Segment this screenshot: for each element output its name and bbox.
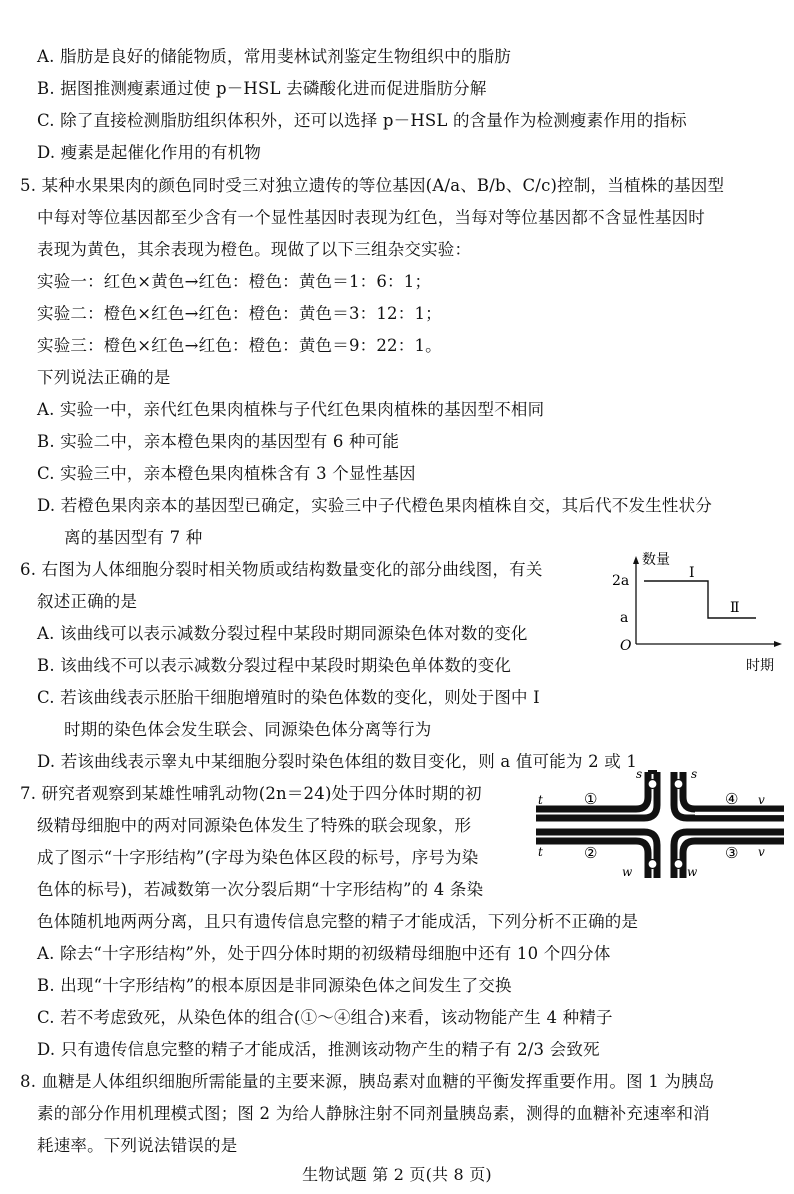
q5-experiment-1: 实验一：红色×黄色→红色：橙色：黄色＝1：6：1； (37, 272, 432, 291)
q6-stem-line2: 叙述正确的是 (37, 592, 138, 611)
q7-stem-line2: 级精母细胞中的两对同源染色体发生了特殊的联会现象，形 (37, 816, 472, 835)
graph-phase-2: Ⅱ (730, 600, 740, 616)
q6-graph (596, 540, 794, 680)
graph-tick-a: a (620, 610, 629, 626)
graph-y-label: 数量 (642, 552, 670, 568)
graph-tick-2a: 2a (612, 573, 630, 589)
graph-phase-1: Ⅰ (689, 565, 695, 581)
q5-experiment-3: 实验三：橙色×红色→红色：橙色：黄色＝9：22：1。 (37, 336, 442, 355)
q7-option-b: B. 出现“十字形结构”的根本原因是非同源染色体之间发生了交换 (37, 976, 512, 995)
centromere-2 (648, 860, 657, 869)
q6-option-a: A. 该曲线可以表示减数分裂过程中某段时期同源染色体对数的变化 (37, 624, 528, 643)
label-v-bottom: v (758, 845, 765, 859)
q5-stem-line2: 中每对等位基因都至少含有一个显性基因时表现为红色，当每对等位基因都不含显性基因时 (37, 208, 705, 227)
q6-option-d: D. 若该曲线表示睾丸中某细胞分裂时染色体组的数目变化，则 a 值可能为 2 或 1 (37, 752, 638, 771)
q5-option-b: B. 实验二中，亲本橙色果肉的基因型有 6 种可能 (37, 432, 400, 451)
label-chromosome-2: ② (584, 844, 598, 862)
q5-option-a: A. 实验一中，亲代红色果肉植株与子代红色果肉植株的基因型不相同 (37, 400, 545, 419)
q7-stem-line4: 色体的标号)，若减数第一次分裂后期“十字形结构”的 4 条染 (37, 880, 484, 899)
q7-stem-line5: 色体随机地两两分离，且只有遗传信息完整的精子才能成活，下列分析不正确的是 (37, 912, 639, 931)
label-s-right: s (691, 768, 698, 781)
q4-option-d: D. 瘦素是起催化作用的有机物 (37, 143, 262, 162)
q5-stem-line1: 5. 某种水果果肉的颜色同时受三对独立遗传的等位基因(A/a、B/b、C/c)控制，当植株的基因型 (20, 176, 725, 195)
label-t-bottom: t (538, 845, 543, 859)
page-footer: 生物试题 第 2 页(共 8 页) (302, 1165, 492, 1184)
label-chromosome-4: ④ (725, 790, 739, 808)
q5-option-c: C. 实验三中，亲本橙色果肉植株含有 3 个显性基因 (37, 464, 416, 483)
q7-stem-line1: 7. 研究者观察到某雄性哺乳动物(2n＝24)处于四分体时期的初 (20, 784, 482, 803)
q8-stem-line2: 素的部分作用机理模式图；图 2 为给人静脉注射不同剂量胰岛素，测得的血糖补充速率和消 (37, 1104, 710, 1123)
q5-option-d-line2: 离的基因型有 7 种 (64, 528, 203, 547)
label-w-left: w (622, 865, 633, 879)
q6-option-c-line2: 时期的染色体会发生联会、同源染色体分离等行为 (64, 720, 432, 739)
q7-cross-structure-diagram (536, 768, 786, 886)
centromere-1 (648, 780, 657, 789)
graph-x-label: 时期 (746, 658, 774, 674)
q7-option-d: D. 只有遗传信息完整的精子才能成活，推测该动物产生的精子有 2/3 会致死 (37, 1040, 600, 1059)
q5-option-d-line1: D. 若橙色果肉亲本的基因型已确定，实验三中子代橙色果肉植株自交，其后代不发生性状分 (37, 496, 713, 515)
centromere-3 (674, 860, 683, 869)
q8-stem-line1: 8. 血糖是人体组织细胞所需能量的主要来源，胰岛素对血糖的平衡发挥重要作用。图 1 为胰岛 (20, 1072, 715, 1091)
label-v-top: v (758, 793, 765, 807)
label-w-right: w (687, 865, 698, 879)
q8-stem-line3: 耗速率。下列说法错误的是 (37, 1136, 238, 1155)
q7-option-a: A. 除去“十字形结构”外，处于四分体时期的初级精母细胞中还有 10 个四分体 (37, 944, 611, 963)
q6-stem-line1: 6. 右图为人体细胞分裂时相关物质或结构数量变化的部分曲线图，有关 (20, 560, 543, 579)
label-s-left: s (636, 768, 643, 781)
graph-origin: O (620, 638, 632, 654)
y-axis-arrow (633, 556, 639, 564)
q6-option-b: B. 该曲线不可以表示减数分裂过程中某段时期染色单体数的变化 (37, 656, 512, 675)
q4-option-c: C. 除了直接检测脂肪组织体积外，还可以选择 p－HSL 的含量作为检测瘦素作用的指标 (37, 111, 687, 130)
q4-option-a: A. 脂肪是良好的储能物质，常用斐林试剂鉴定生物组织中的脂肪 (37, 47, 511, 66)
q7-option-c: C. 若不考虑致死，从染色体的组合(①～④组合)来看，该动物能产生 4 种精子 (37, 1008, 613, 1027)
q4-option-b: B. 据图推测瘦素通过使 p－HSL 去磷酸化进而促进脂肪分解 (37, 79, 487, 98)
centromere-4 (674, 780, 683, 789)
q6-option-c-line1: C. 若该曲线表示胚胎干细胞增殖时的染色体数的变化，则处于图中 Ⅰ (37, 688, 540, 707)
q5-experiment-2: 实验二：橙色×红色→红色：橙色：黄色＝3：12：1； (37, 304, 442, 323)
q7-stem-line3: 成了图示“十字形结构”(字母为染色体区段的标号，序号为染 (37, 848, 479, 867)
q5-ask: 下列说法正确的是 (37, 368, 171, 387)
x-axis-arrow (774, 641, 782, 647)
label-chromosome-3: ③ (725, 844, 739, 862)
q5-stem-line3: 表现为黄色，其余表现为橙色。现做了以下三组杂交实验： (37, 240, 472, 259)
label-chromosome-1: ① (584, 790, 598, 808)
label-t-top: t (538, 793, 543, 807)
